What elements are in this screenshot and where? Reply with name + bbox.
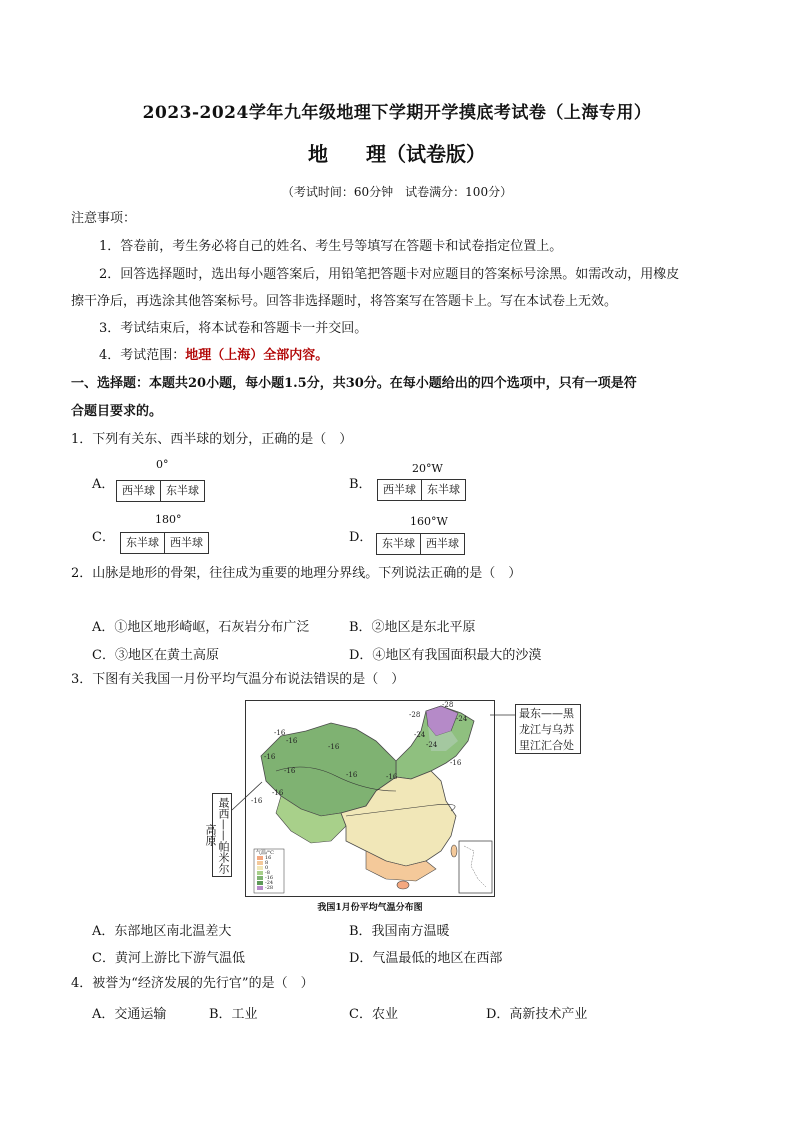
legend-value: -24 [265,880,274,886]
q1-b-longitude: 20°W [412,462,443,475]
subject-title-left: 地 [308,142,328,166]
legend-swatch [257,871,263,875]
legend-value: -8 [265,870,270,876]
q2-option-a: A．①地区地形崎岖，石灰岩分布广泛 [92,620,310,635]
legend-value: -16 [265,875,274,881]
q1-d-diagram [376,533,465,555]
q4-stem: 4．被誉为“经济发展的先行官”的是（ ） [71,976,314,991]
q1-a-longitude: 0° [156,458,169,471]
isotherm-label: -16 [264,753,276,761]
isotherm-label: -16 [328,743,340,751]
note-item-4-prefix: 4．考试范围： [99,348,186,363]
legend-swatch [257,856,263,860]
q2-option-b: B．②地区是东北平原 [349,620,476,635]
q3-stem: 3．下图有关我国一月份平均气温分布说法错误的是（ ） [71,672,405,687]
legend-swatch [257,886,263,890]
q4-option-b: B．工业 [209,1007,258,1022]
q1-stem: 1．下列有关东、西半球的划分，正确的是（ ） [71,432,353,447]
taiwan-island [451,845,457,857]
q1-a-diagram [116,480,205,502]
note-item-1: 1．答卷前，考生务必将自己的姓名、考生号等填写在答题卡和试卷指定位置上。 [99,239,563,254]
isotherm-label: -16 [450,759,462,767]
isotherm-label: -24 [414,731,426,739]
exam-scope: 地理（上海）全部内容。 [185,348,329,363]
q4-option-c: C．农业 [349,1007,398,1022]
isotherm-label: -16 [251,797,263,805]
westernmost-callout: 最西——帕米尔高原 [212,793,232,877]
q3-option-c: C．黄河上游比下游气温低 [92,951,245,966]
q2-option-c: C．③地区在黄土高原 [92,648,219,663]
q1-d-right-cell: 西半球 [420,534,464,554]
south-china-sea-inset [459,841,492,893]
q1-b-left-cell: 西半球 [383,483,416,496]
isotherm-label: -16 [346,771,358,779]
q3-option-a: A．东部地区南北温差大 [92,924,232,939]
isotherm-label: -16 [284,767,296,775]
note-item-2-line2: 擦干净后，再选涂其他答案标号。回答非选择题时，将答案写在答题卡上。写在本试卷上无效。 [71,294,618,309]
q1-option-b-label: B． [349,477,372,492]
exam-time-info: （考试时间：60分钟 试卷满分：100分） [281,185,513,199]
q3-option-b: B．我国南方温暖 [349,924,450,939]
map-caption: 我国1月份平均气温分布图 [317,903,423,913]
legend-value: 16 [265,855,272,861]
easternmost-callout: 最东——黑龙江与乌苏里江汇合处 [515,704,581,754]
legend-swatch [257,866,263,870]
isotherm-label: -16 [386,773,398,781]
section-heading-line1: 一、选择题：本题共20小题，每小题1.5分，共30分。在每小题给出的四个选项中，只有一项是符 [71,376,637,391]
q1-c-right-cell: 西半球 [164,533,208,553]
q1-c-longitude: 180° [155,513,182,526]
note-item-3: 3．考试结束后，将本试卷和答题卡一并交回。 [99,321,368,336]
legend-value: -28 [265,885,274,891]
q4-option-a: A．交通运输 [92,1007,167,1022]
q1-b-diagram [377,479,466,501]
notes-heading: 注意事项： [71,211,137,226]
q1-c-diagram [120,532,209,554]
q1-b-right-cell: 东半球 [421,480,465,500]
q2-stem: 2．山脉是地形的骨架，往往成为重要的地理分界线。下列说法正确的是（ ） [71,566,522,581]
q1-option-d-label: D． [349,530,373,545]
q4-option-d: D．高新技术产业 [486,1007,588,1022]
q1-d-longitude: 160°W [410,515,448,528]
legend-swatch [257,861,263,865]
q3-option-d: D．气温最低的地区在西部 [349,951,503,966]
china-january-temperature-map [245,700,495,897]
east-callout-pointer [490,710,516,720]
hainan-island [397,881,409,889]
subject-title [0,138,794,167]
subject-title-right: 理（试卷版） [366,142,486,166]
q2-option-d: D．④地区有我国面积最大的沙漠 [349,648,542,663]
legend-title: 气温/°C [256,850,275,856]
q1-option-a-label: A． [92,477,115,492]
note-item-4 [99,346,328,366]
isotherm-label: -16 [286,737,298,745]
isotherm-label: -24 [456,715,468,723]
isotherm-label: -28 [442,701,454,709]
q1-a-right-cell: 东半球 [160,481,204,501]
isotherm-label: -28 [409,711,421,719]
exam-title: 2023-2024学年九年级地理下学期开学摸底考试卷（上海专用） [142,103,652,123]
legend-swatch [257,881,263,885]
isotherm-label: -16 [274,729,286,737]
legend-value: 0 [265,865,269,871]
legend-value: 8 [265,860,269,866]
isotherm-label: -24 [426,741,438,749]
section-heading-line2: 合题目要求的。 [71,404,163,419]
isotherm-label: -16 [272,789,284,797]
legend-swatch [257,876,263,880]
q1-d-left-cell: 东半球 [382,537,415,550]
west-callout-pointer [232,780,272,820]
q1-a-left-cell: 西半球 [122,484,155,497]
q1-c-left-cell: 东半球 [126,536,159,549]
q1-option-c-label: C． [92,530,115,545]
note-item-2-line1: 2．回答选择题时，选出每小题答案后，用铅笔把答题卡对应题目的答案标号涂黑。如需改动，用橡皮 [99,267,680,282]
